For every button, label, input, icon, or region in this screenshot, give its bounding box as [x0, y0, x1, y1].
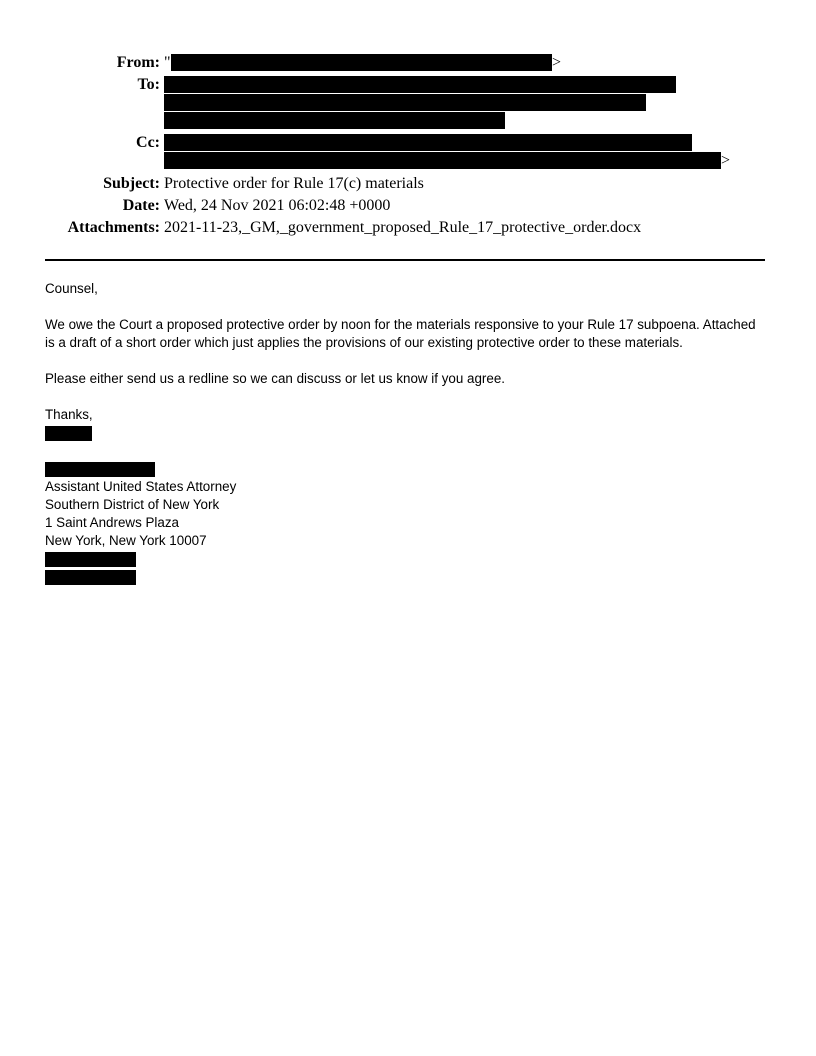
- attachments-label: Attachments:: [67, 219, 160, 236]
- from-close-bracket: >: [552, 54, 562, 71]
- greeting: Counsel,: [45, 281, 98, 296]
- cc-redaction-line-2: [164, 152, 721, 169]
- subject-value: Protective order for Rule 17(c) materials: [164, 175, 424, 192]
- signature-phone-redaction-1: [45, 552, 136, 567]
- attachment-filename[interactable]: 2021-11-23,_GM,_government_proposed_Rule_17_protective_order.docx: [164, 219, 642, 236]
- from-redaction: [171, 54, 552, 71]
- subject-label: Subject:: [103, 175, 160, 192]
- date-label: Date:: [122, 197, 160, 214]
- to-label: To:: [137, 76, 160, 93]
- date-value: Wed, 24 Nov 2021 06:02:48 +0000: [164, 197, 391, 214]
- from-label: From:: [116, 54, 160, 71]
- closing: Thanks,: [45, 407, 93, 422]
- header-divider: [45, 259, 765, 261]
- cc-close-bracket: >: [721, 152, 731, 169]
- signature-phone-redaction-2: [45, 570, 136, 585]
- to-redaction-line-3: [164, 112, 505, 129]
- paragraph-1-line-2: is a draft of a short order which just applies the provisions of our existing protective order to these materials.: [45, 335, 683, 350]
- paragraph-1-line-1: We owe the Court a proposed protective order by noon for the materials responsive to your Rule 17 subpoena. Attached: [45, 317, 756, 332]
- signature-title: Assistant United States Attorney: [45, 479, 237, 494]
- to-redaction-line-1: [164, 76, 676, 93]
- signature-address-2: New York, New York 10007: [45, 533, 207, 548]
- cc-redaction-line-1: [164, 134, 692, 151]
- paragraph-2: Please either send us a redline so we can discuss or let us know if you agree.: [45, 371, 505, 386]
- signature-office: Southern District of New York: [45, 497, 220, 512]
- signature-name-redaction: [45, 462, 155, 477]
- sender-first-name-redaction: [45, 426, 92, 441]
- cc-label: Cc:: [136, 134, 160, 151]
- to-redaction-line-2: [164, 94, 646, 111]
- from-open-quote: ": [164, 54, 171, 71]
- signature-address-1: 1 Saint Andrews Plaza: [45, 515, 179, 530]
